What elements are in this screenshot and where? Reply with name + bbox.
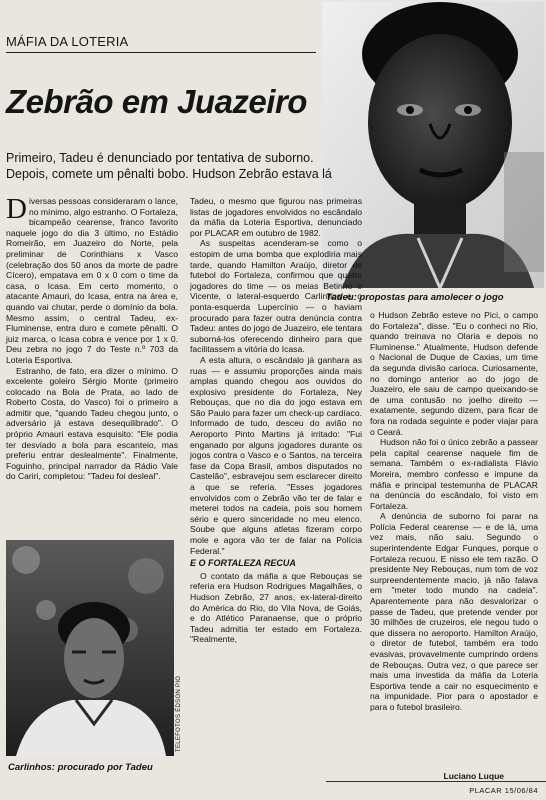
photo-carlinhos-caption: Carlinhos: procurado por Tadeu [8,762,153,773]
photo-carlinhos [6,540,174,756]
article-column-2 [190,196,362,645]
col1-paragraph-2: Estranho, de fato, era dizer o mínimo. O excelente goleiro Sérgio Monte (primeiro colocado na Bola de Prata, ao lado de Roberto Costa, do Vasco) foi o primeiro a admitir que, "quando Tadeu chegou junto, o adversário já estava desequilibrado". O próprio Amauri estava esquisito: "Ele podia ter desviado a bola para escanteio, mas preferiu entrar deslealmente". Finalmente, Foguinho, principal narrador da Rádio Vale do Cariri, completou: "Tadeu foi desleal". [6,365,178,482]
drop-cap: D [6,193,27,225]
col2-paragraph-2: As suspeitas acenderam-se como o estopim de uma bomba que explodiria mais tarde, quando Hamilton Araújo, diretor de futebol do Fortaleza, confirmou que quatro jogadores do time — os meias Betinho e Vicente, o lateral-esquerdo Carlinhos e o ponta-esquerda Lupercínio — o haviam procurado para fazer outra denúncia contra Tadeu: antes do jogo de Juazeiro, ele tentara suborná-los oferecendo dinheiro para que facilitassem a vitória do Icasa. [190,238,362,355]
photo-tadeu-caption: Tadeu: propostas para amolecer o jogo [326,292,504,303]
subhead: E O FORTALEZA RECUA [190,558,296,569]
col2-paragraph-1: Tadeu, o mesmo que figurou nas primeiras listas de jogadores envolvidos no escândalo da máfia da Loteria Esportiva, denunciado por PLACAR em outubro de 1982. [190,196,362,238]
section-divider [6,52,316,53]
footer-divider [326,781,546,782]
headline: Zebrão em Juazeiro [6,83,307,120]
article-column-3 [370,310,538,713]
col3-paragraph-3: A denúncia de suborno foi parar na Polícia Federal cearense — e de lá, uma vez mais, não saiu. Segundo o superintendente Edgar Funques, porque o Fortaleza recuou. E nisso ele tem razão. O presidente Ney Rebouças, num tom de voz surpreendentemente macio, já não falava em "meter todo mundo na cadeia". Aparentemente para não desvalorizar o passe de Tadeu, que pretende vender por 30 milhões de cruzeiros, ele negou tudo o que dissera no aeroporto. Hamilton Araújo, o diretor de futebol, também era todo evasivas, provavelmente cumprindo ordens de Rebouças. Outra vez, o que parece ser mais uma investida da máfia da Loteria Esportiva tende a cair no esquecimento e na impunidade. Pior para o apostador e para o futebol brasileiro. [370,511,538,712]
photo-credit: TELEFOTOS ÉDSON PIO [176,675,182,752]
col3-paragraph-2: Hudson não foi o único zebrão a passear pela capital cearense naquele fim de semana. Também o ex-radialista Flávio Moreira, membro confesso e impune da máfia e principal testemunha de PLACAR na denúncia do escândalo, foi visto em Fortaleza. [370,437,538,511]
col2-paragraph-4: O contato da máfia a que Rebouças se referia era Hudson Rodrigues Magalhães, o Hudson Zebrão, 27 anos, ex-lateral-direito do América do Rio, do Vila Nova, de Goiás, e do Atlético Paranaense, que o próprio Tadeu admitia ter estado em Fortaleza. "Realmente, [190,570,362,645]
col2-paragraph-3: A esta altura, o escândalo já ganhara as ruas — e assumiu proporções ainda mais amplas quando chegou aos ouvidos do explosivo presidente do Fortaleza, Ney Rebouças, que no dia do jogo estava em São Paulo para fazer um check-up cardíaco. Informado de tudo, desceu do avião no Aeroporto Pinto Martins já irritado: "Fui enganado por alguns jogadores durante os jogos contra o Vasco e o Santos, na terceira fase da Copa Brasil, ambos disputados no Castelão", esbravejou sem esclarecer direito a que se referia. "Esses jogadores envolvidos com o Zebrão vão ter de falar e meterei todos na cadeia, pois sou homem sério e quero sinceridade no meu elenco. Soube que alguns atletas fizeram corpo mole e agora vão ter de falar na Polícia Federal." [190,354,362,556]
article-column-1 [6,193,178,482]
deck: Primeiro, Tadeu é denunciado por tentativa de suborno. Depois, comete um pênalti bobo. Hudson Zebrão estava lá [6,151,332,181]
col3-paragraph-1: o Hudson Zebrão esteve no Pici, o campo do Fortaleza", disse. "Eu o conheci no Rio, quando treinava no Olaria e depois no Fluminense." Atualmente, Hudson defende o Nacional de Duque de Caxias, um time da segunda divisão carioca. Curiosamente, no domingo anterior ao do jogo de Juazeiro, ele saiu de campo queixando-se de uma contusão no joelho direito — exatamente, segundo dizem, para ficar de fora na rodada seguinte e poder viajar para o Ceará. [370,310,538,437]
author-byline: Luciano Luque [443,771,504,781]
col1-paragraph-1: iversas pessoas consideraram o lance, no mínimo, algo estranho. O Fortaleza, bicampeão cearense, franco favorito naquele jogo do dia 3 último, no Estádio Romeirão, em Juazeiro do Norte, pela preliminar de Corinthians x Vasco (celebração dos 50 anos da morte de padre Cícero), empatava em 0 x 0 com o time da casa, o Icasa. Em certo momento, o atacante Amauri, do Icasa, entra na área e, quando vai chutar, perde o domínio da bola. Mesmo assim, o central Tadeu, ex-Fluminense, entra duro e comete pênalti. O juiz marca, o Icasa cobra e vence por 1 x 0. Deu zebra no jogo 7 do Teste n.º 703 da Loteria Esportiva. [6,196,178,365]
portrait-image [6,540,174,756]
page-footer: PLACAR 15/06/84 [469,786,538,795]
section-label: MÁFIA DA LOTERIA [6,34,129,49]
